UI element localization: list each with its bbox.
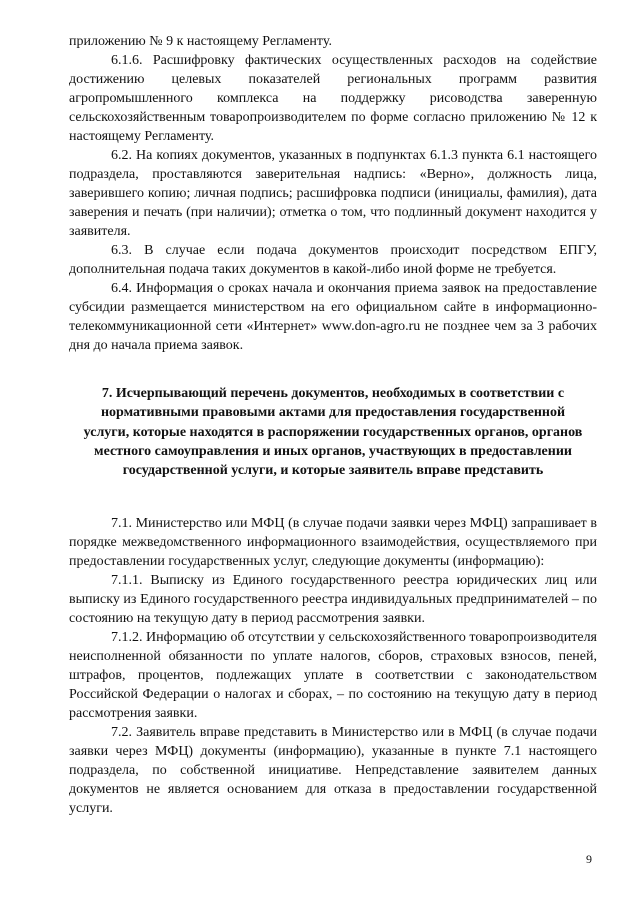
section-7-heading: 7. Исчерпывающий перечень документов, необходимых в соответствии с нормативными правовыми актами для предоставления государственной услуги, которые находятся в распоряжении государственных органов, органов местного самоуправления и иных органов, участвующих в предоставлении государственной услуги, и которые заявитель вправе представить [83,386,583,479]
paragraph-7-1-1: 7.1.1. Выписку из Единого государственного реестра юридических лиц или выписку из Единого государственного реестра индивидуальных предпринимателей – по состоянию на текущую дату в период рассмотрения заявки. [69,573,597,627]
document-page [69,32,597,818]
paragraph-7-2: 7.2. Заявитель вправе представить в Министерство или в МФЦ (в случае подачи заявки через МФЦ) документы (информацию), указанные в пункте 7.1 настоящего подраздела, по собственной инициативе. Непредставление заявителем данных документов не является основанием для отказа в предоставлении государственной услуги. [69,725,597,817]
page-number: 9 [586,852,592,866]
paragraph-7-1-2: 7.1.2. Информацию об отсутствии у сельскохозяйственного товаропроизводителя неисполненной обязанности по уплате налогов, сборов, страховых взносов, пеней, штрафов, процентов, подлежащих уплате в соответствии с законодательством Российской Федерации о налогах и сборах, – по состоянию на текущую дату в период рассмотрения заявки. [69,630,597,722]
paragraph-6-3: 6.3. В случае если подача документов происходит посредством ЕПГУ, дополнительная подача таких документов в какой-либо иной форме не требуется. [69,243,597,277]
paragraph-6-1-6: 6.1.6. Расшифровку фактических осуществленных расходов на содействие достижению целевых показателей региональных программ развития агропромышленного комплекса на поддержку рисоводства заверенную сельскохозяйственным товаропроизводителем по форме согласно приложению № 12 к настоящему Регламенту. [69,53,597,144]
paragraph-6-2: 6.2. На копиях документов, указанных в подпунктах 6.1.3 пункта 6.1 настоящего подраздела, проставляются заверительная надпись: «Верно», должность лица, заверившего копию; личная подпись; расшифровка подписи (инициалы, фамилия), дата заверения и печать (при наличии); отметка о том, что подлинный документ находится у заявителя. [69,148,597,239]
paragraph-7-1: 7.1. Министерство или МФЦ (в случае подачи заявки через МФЦ) запрашивает в порядке межведомственного информационного взаимодействия, осуществляемого при предоставлении государственных услуг, следующие документы (информацию): [69,516,597,570]
paragraph-appendix-9-ref: приложению № 9 к настоящему Регламенту. [69,34,332,49]
paragraph-6-4: 6.4. Информация о сроках начала и окончания приема заявок на предоставление субсидии размещается министерством на его официальном сайте в информационно-телекоммуникационной сети «Интернет» www.don-agro.ru не позднее чем за 3 рабочих дня до начала приема заявок. [69,281,597,353]
